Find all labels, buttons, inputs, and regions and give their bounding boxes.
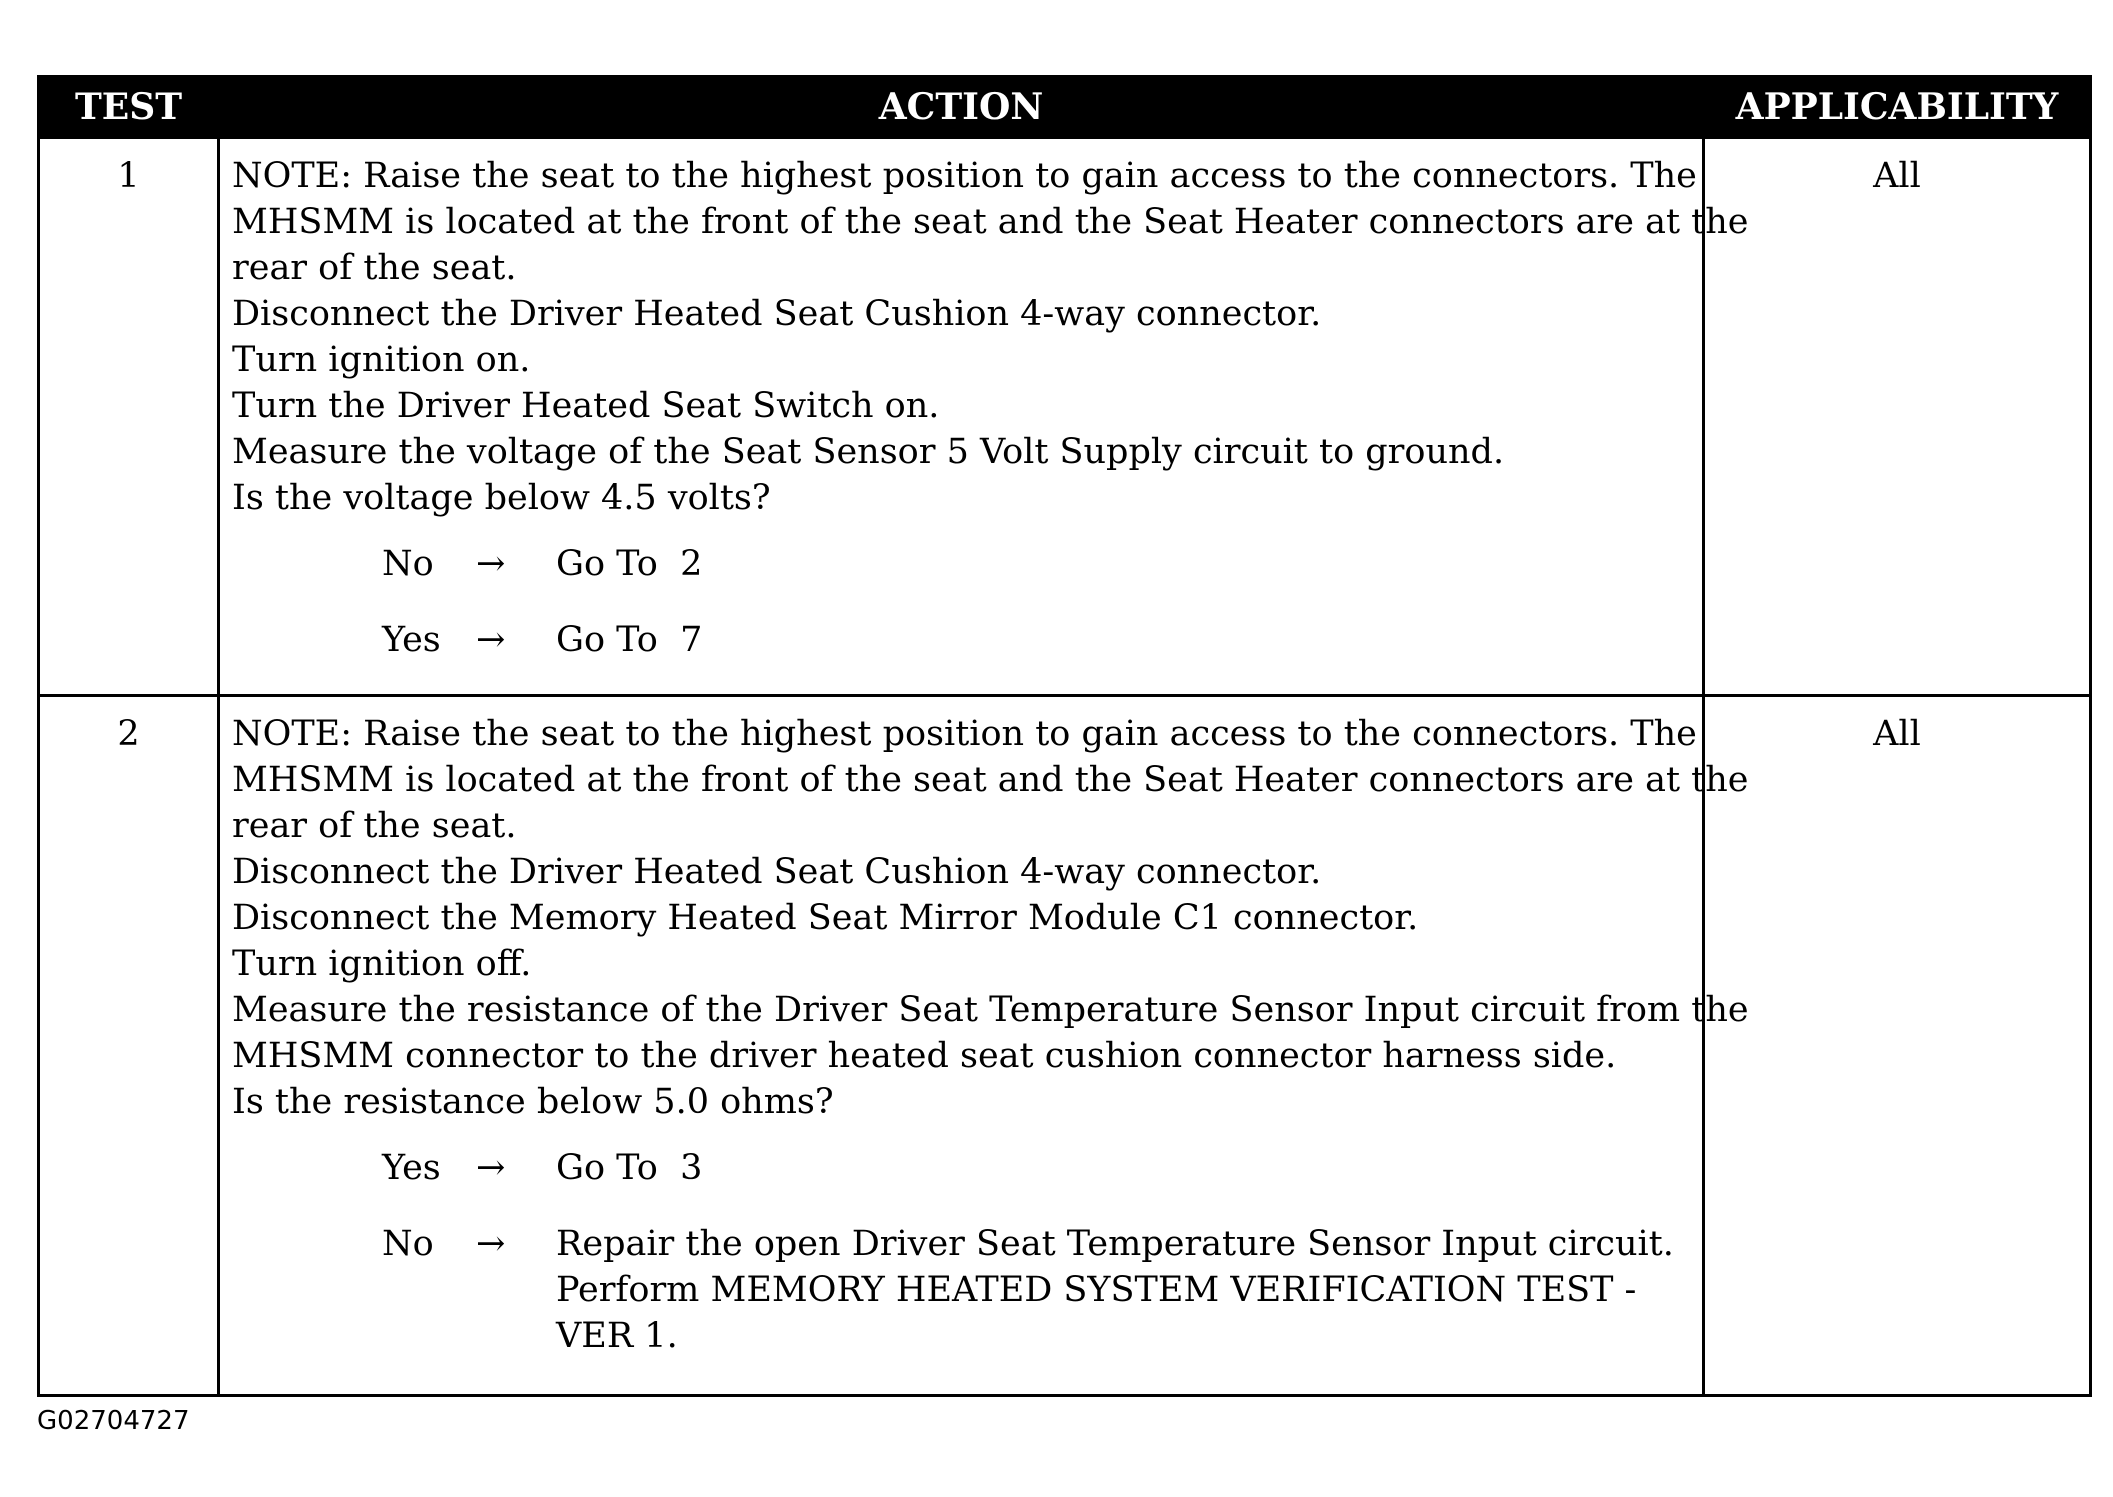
right-arrow-icon: → [476,1224,506,1264]
table-row [39,696,2091,1396]
action-line: NOTE: Raise the seat to the highest position to gain access to the connectors. The [232,714,1697,754]
outcome-list [232,541,1694,663]
action-line: Is the voltage below 4.5 volts? [232,478,771,518]
outcome-row [232,541,1694,587]
action-line: rear of the seat. [232,806,517,846]
diagnostic-test-table [37,75,2092,1397]
figure-id: G02704727 [37,1406,190,1436]
test-number: 1 [39,138,219,696]
table-row [39,138,2091,696]
outcome-result: Go To 2 [556,544,703,584]
action-line: Turn ignition off. [232,944,532,984]
action-line: NOTE: Raise the seat to the highest position to gain access to the connectors. The [232,156,1697,196]
applicability-cell: All [1704,138,2091,696]
action-line: Disconnect the Driver Heated Seat Cushion 4-way connector. [232,852,1322,892]
action-line: Is the resistance below 5.0 ohms? [232,1082,834,1122]
action-line: Disconnect the Driver Heated Seat Cushion 4-way connector. [232,294,1322,334]
outcome-list [232,1145,1694,1359]
header-test: TEST [39,77,219,138]
diagnostic-table-container [37,75,2089,1397]
action-cell [219,138,1749,696]
outcome-answer: Yes [382,1148,441,1188]
action-line: MHSMM is located at the front of the seat and the Seat Heater connectors are at the [232,760,1749,800]
applicability-cell: All [1704,696,2091,1396]
action-line: Turn ignition on. [232,340,531,380]
outcome-answer: No [382,544,434,584]
table-header-row [39,77,2091,138]
header-action: ACTION [219,77,1704,138]
right-arrow-icon: → [476,620,506,660]
right-arrow-icon: → [476,1148,506,1188]
right-arrow-icon: → [476,544,506,584]
action-line: Measure the voltage of the Seat Sensor 5 Volt Supply circuit to ground. [232,432,1505,472]
action-line: MHSMM is located at the front of the seat and the Seat Heater connectors are at the [232,202,1749,242]
action-line: Measure the resistance of the Driver Seat Temperature Sensor Input circuit from the [232,990,1749,1030]
action-line: rear of the seat. [232,248,517,288]
action-line: Disconnect the Memory Heated Seat Mirror Module C1 connector. [232,898,1419,938]
action-line: Turn the Driver Heated Seat Switch on. [232,386,940,426]
outcome-answer: No [382,1224,434,1264]
outcome-result: Go To 7 [556,620,703,660]
outcome-answer: Yes [382,620,441,660]
action-cell [219,696,1749,1396]
header-applicability: APPLICABILITY [1704,77,2091,138]
outcome-result: Go To 3 [556,1148,703,1188]
action-line: MHSMM connector to the driver heated seat cushion connector harness side. [232,1036,1617,1076]
outcome-result: Repair the open Driver Seat Temperature Sensor Input circuit. Perform MEMORY HEATED SYSTEM VERIFICATION TEST - VER 1. [556,1224,1674,1356]
test-number: 2 [39,696,219,1396]
outcome-row [232,617,1694,663]
outcome-row [232,1221,1694,1359]
outcome-row [232,1145,1694,1191]
